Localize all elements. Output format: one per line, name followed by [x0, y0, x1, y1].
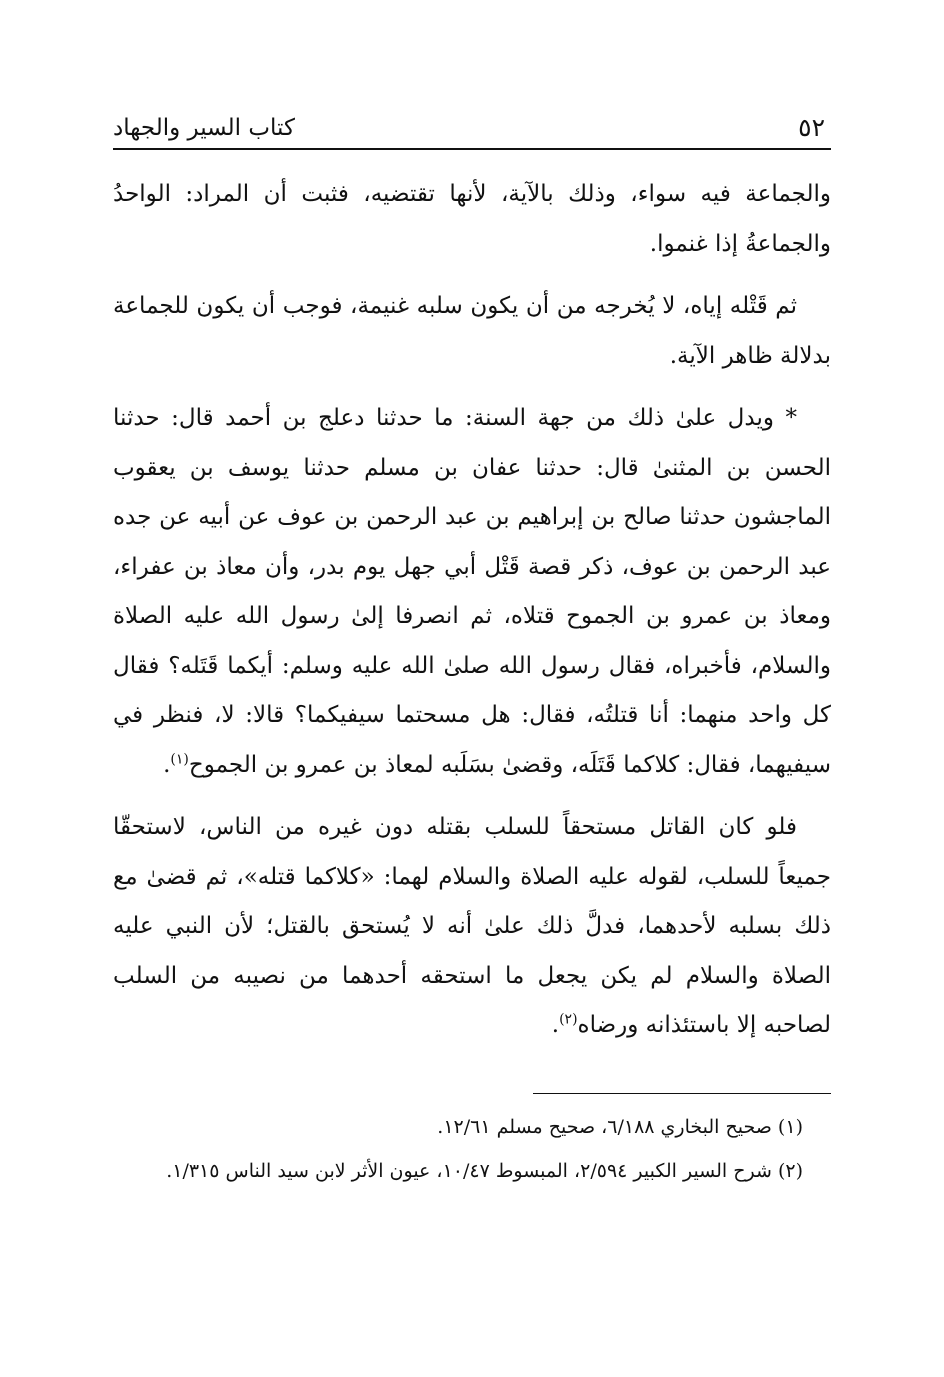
footnotes	[113, 1107, 831, 1195]
body-text	[113, 170, 831, 1064]
footnote-1: (١) صحيح البخاري ٦/١٨٨، صحيح مسلم ١٢/٦١.	[437, 1116, 803, 1138]
footnote-ref-2: (٢)	[559, 1011, 578, 1028]
running-head	[113, 108, 831, 150]
book-page	[113, 0, 831, 1377]
paragraph-3-text: * ويدل علىٰ ذلك من جهة السنة: ما حدثنا دعلج بن أحمد قال: حدثنا الحسن بن المثنىٰ قال: حدثنا عفان بن مسلم حدثنا يوسف بن يعقوب الماجشون حدثنا صالح بن إبراهيم بن عبد الرحمن بن عوف عن أبيه عن جده عبد الرحمن بن عوف، ذكر قصة قَتْل أبي جهل يوم بدر، وأن معاذ بن عفراء، ومعاذ بن عمرو بن الجموح قتلاه، ثم انصرفا إلىٰ رسول الله عليه الصلاة والسلام، فأخبراه، فقال رسول الله صلىٰ الله عليه وسلم: أيكما قَتَله؟ فقال كل واحد منهما: أنا قتلتُه، فقال: هل مسحتما سيفيكما؟ قالا: لا، فنظر في سيفيهما، فقال: كلاكما قَتَلَه، وقضىٰ بسَلَبه لمعاذ بن عمرو بن الجموح	[113, 405, 831, 778]
book-title: كتاب السير والجهاد	[113, 115, 295, 141]
paragraph-4-text: فلو كان القاتل مستحقاً للسلب بقتله دون غيره من الناس، لاستحقّا جميعاً للسلب، لقوله عليه الصلاة والسلام لهما: «كلاكما قتله»، ثم قضىٰ مع ذلك بسلبه لأحدهما، فدلَّ ذلك علىٰ أنه لا يُستحق بالقتل؛ لأن النبي عليه الصلاة والسلام لم يكن يجعل ما استحقه أحدهما من نصيبه من السلب لصاحبه إلا باستئذانه ورضاه	[113, 814, 831, 1038]
paragraph-2-text: ثم قَتْله إياه، لا يُخرجه من أن يكون سلبه غنيمة، فوجب أن يكون للجماعة بدلالة ظاهر الآية.	[113, 293, 831, 369]
footnote-ref-1: (١)	[170, 750, 189, 767]
page-number: ٥٢	[798, 113, 825, 142]
paragraph-1-text: والجماعة فيه سواء، وذلك بالآية، لأنها تقتضيه، فثبت أن المراد: الواحدُ والجماعةُ إذا غنموا.	[113, 181, 831, 257]
paragraph-1	[113, 170, 831, 269]
paragraph-3	[113, 394, 831, 790]
paragraph-4-tail: .	[551, 1012, 560, 1038]
paragraph-2	[113, 282, 831, 381]
footnote-2: (٢) شرح السير الكبير ٢/٥٩٤، المبسوط ١٠/٤٧، عيون الأثر لابن سيد الناس ١/٣١٥.	[166, 1160, 803, 1182]
paragraph-3-tail: .	[163, 751, 171, 778]
paragraph-4	[113, 803, 831, 1051]
footnote-divider	[533, 1093, 831, 1094]
